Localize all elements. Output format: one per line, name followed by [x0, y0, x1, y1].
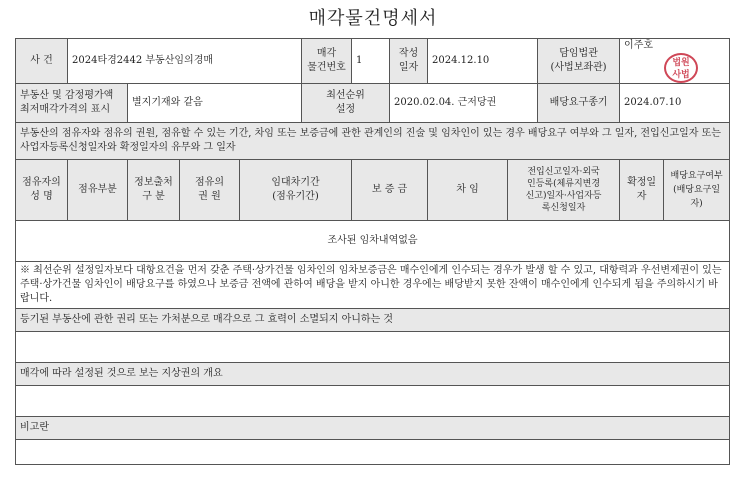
- case-row: [16, 39, 730, 84]
- judge-name: 이주호: [624, 40, 654, 51]
- court-seal-stamp: 법원 사법: [664, 53, 698, 83]
- sale-item-statement-table: [15, 38, 730, 465]
- remarks-label-row: [16, 417, 730, 440]
- col-rent: 차 임: [428, 160, 508, 221]
- claim-deadline-value: 2024.07.10: [620, 84, 730, 123]
- registered-rights-label-row: [16, 309, 730, 332]
- item-number: 1: [352, 39, 390, 84]
- valuation-label: 부동산 및 감정평가액 최저매각가격의 표시: [16, 84, 128, 123]
- claim-deadline-label: 배당요구종기: [538, 84, 620, 123]
- priority-value: 2020.02.04. 근저당권: [390, 84, 538, 123]
- case-number: 2024타경2442 부동산임의경매: [68, 39, 302, 84]
- date-label: 작성 일자: [390, 39, 428, 84]
- col-deposit: 보 증 금: [352, 160, 428, 221]
- col-info-source: 정보출처 구 분: [128, 160, 180, 221]
- col-move-in-date: 전입신고일자·외국 인등록(체류지변경 신고)일자·사업자등 록신청일자: [508, 160, 620, 221]
- occupancy-empty-message: 조사된 임차내역없음: [16, 221, 730, 262]
- remarks-blank-row: [16, 440, 730, 465]
- judge-cell: [620, 39, 730, 84]
- notice-text: ※ 최선순위 설정일자보다 대항요건을 먼저 갖춘 주택·상가건물 임차인의 임차보증금은 매수인에게 인수되는 경우가 발생 할 수 있고, 대항력과 우선변제권이 있는 주택·상가건물 임차인이 배당요구를 하였으나 보증금 전액에 관하여 배당을 받지 아니한 경우에는 배당받지 못한 잔액이 매수인에게 인수되게 됨을 주의하시기 바랍니다.: [16, 262, 730, 309]
- item-number-label: 매각 물건번호: [302, 39, 352, 84]
- surface-rights-blank-row: [16, 386, 730, 417]
- priority-label: 최선순위 설정: [302, 84, 390, 123]
- valuation-row: [16, 84, 730, 123]
- remarks-label: 비고란: [16, 417, 730, 440]
- col-fixed-date: 확정일자: [620, 160, 664, 220]
- occupancy-description-row: [16, 123, 730, 160]
- remarks-content: [16, 440, 730, 465]
- surface-rights-content: [16, 386, 730, 417]
- col-split: [620, 160, 729, 220]
- registered-rights-label: 등기된 부동산에 관한 권리 또는 가처분으로 매각으로 그 효력이 소멸되지 아니하는 것: [16, 309, 730, 332]
- col-fixed-date-and-claim: [620, 160, 730, 221]
- registered-rights-blank-row: [16, 332, 730, 363]
- case-label: 사 건: [16, 39, 68, 84]
- col-occupied-part: 점유부분: [68, 160, 128, 221]
- col-occupant-name: 점유자의 성 명: [16, 160, 68, 221]
- judge-label: 담임법관 (사법보좌관): [538, 39, 620, 84]
- notice-row: [16, 262, 730, 309]
- date-value: 2024.12.10: [428, 39, 538, 84]
- occupancy-empty-row: [16, 221, 730, 262]
- surface-rights-label-row: [16, 363, 730, 386]
- registered-rights-content: [16, 332, 730, 363]
- document-title: 매각물건명세서: [308, 8, 438, 29]
- surface-rights-label: 매각에 따라 설정된 것으로 보는 지상권의 개요: [16, 363, 730, 386]
- col-lease-period: 임대차기간 (점유기간): [240, 160, 352, 221]
- col-occupancy-title: 점유의 권 원: [180, 160, 240, 221]
- valuation-value: 별지기재와 같음: [128, 84, 302, 123]
- occupancy-description: 부동산의 점유자와 점유의 권원, 점유할 수 있는 기간, 차임 또는 보증금에 관한 관계인의 진술 및 임차인이 있는 경우 배당요구 여부와 그 일자, 전입신고일자 또는 사업자등록신청일자와 확정일자의 유무와 그 일자: [16, 123, 730, 160]
- col-claim-status: 배당요구여부 (배당요구일자): [664, 160, 729, 220]
- occupancy-header-row: [16, 160, 730, 221]
